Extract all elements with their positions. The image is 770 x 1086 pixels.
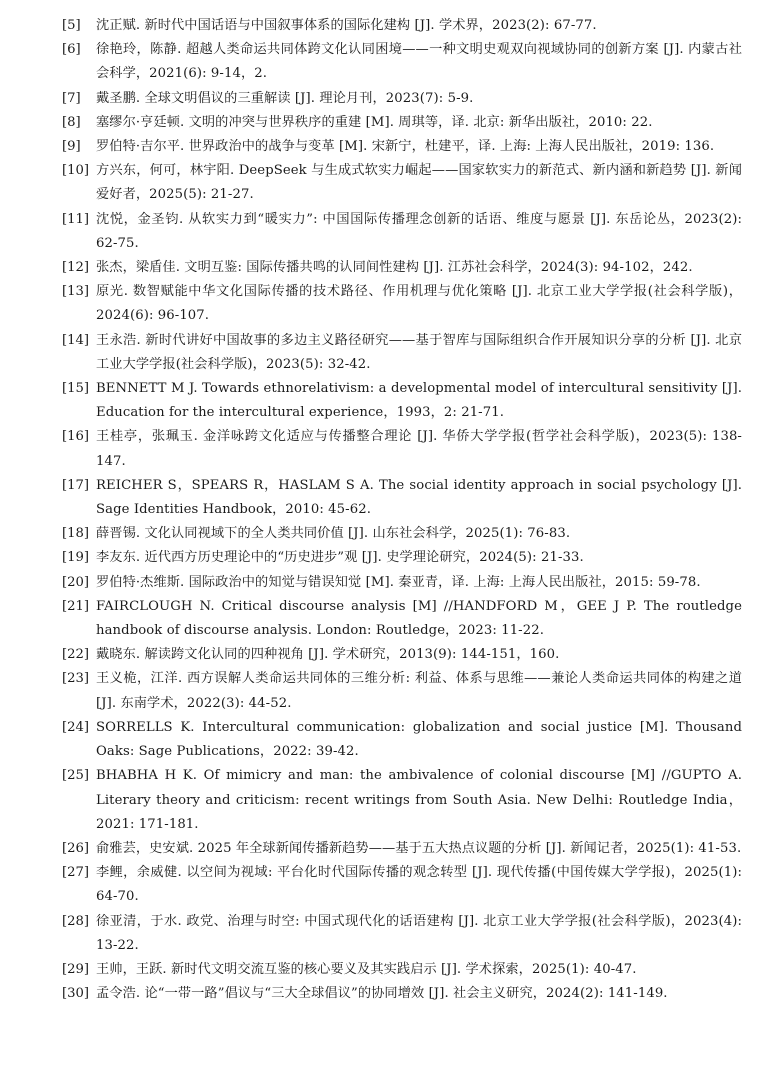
reference-item — [0, 425, 770, 473]
reference-text: SORRELLS K. Intercultural communication: globalization and social justice [M]. Thousand Oaks: Sage Publications，2022: 39-42. — [96, 719, 742, 760]
reference-text: 塞缪尔·亨廷顿. 文明的冲突与世界秩序的重建 [M]. 周琪等，译. 北京: 新华出版社，2010: 22. — [96, 114, 653, 130]
reference-number: [14] — [62, 332, 90, 348]
reference-number: [27] — [62, 865, 90, 881]
reference-item — [0, 329, 770, 377]
reference-number: [5] — [62, 18, 81, 33]
reference-item — [0, 208, 770, 256]
reference-number: [25] — [62, 768, 90, 784]
reference-text: 王桂亭，张珮玉. 金洋咏跨文化适应与传播整合理论 [J]. 华侨大学学报(哲学社会科学版)，2023(5): 138-147. — [96, 429, 742, 469]
reference-number: [28] — [62, 913, 90, 929]
reference-item — [0, 111, 770, 135]
reference-number: [13] — [62, 284, 90, 300]
reference-text: 方兴东，何可，林宇阳. DeepSeek 与生成式软实力崛起——国家软实力的新范式、新内涵和新趋势 [J]. 新闻爱好者，2025(5): 21-27. — [96, 163, 742, 203]
reference-item — [0, 256, 770, 280]
reference-text: REICHER S，SPEARS R，HASLAM S A. The social identity approach in social psychology [J]. Sage Identities Handbook，2010: 45-62. — [96, 477, 742, 518]
reference-number: [19] — [62, 550, 90, 566]
reference-number: [8] — [62, 114, 81, 130]
reference-number: [6] — [62, 42, 81, 58]
reference-number: [30] — [62, 986, 90, 1002]
reference-number: [16] — [62, 429, 90, 445]
reference-text: 罗伯特·吉尔平. 世界政治中的战争与变革 [M]. 宋新宁，杜建平，译. 上海: 上海人民出版社，2019: 136. — [96, 139, 715, 155]
reference-text: 薛晋锡. 文化认同视域下的全人类共同价值 [J]. 山东社会科学，2025(1): 76-83. — [96, 526, 571, 542]
reference-item — [0, 595, 770, 643]
reference-text: 孟令浩. 论“一带一路”倡议与“三大全球倡议”的协同增效 [J]. 社会主义研究，2024(2): 141-149. — [96, 986, 668, 1002]
reference-text: 李鲤，余威健. 以空间为视域: 平台化时代国际传播的观念转型 [J]. 现代传播(中国传媒大学学报)，2025(1): 64-70. — [96, 865, 742, 905]
reference-number: [26] — [62, 840, 90, 856]
reference-number: [17] — [62, 477, 90, 493]
reference-text: 张杰，梁盾佳. 文明互鉴: 国际传播共鸣的认同间性建构 [J]. 江苏社会科学，2024(3): 94-102，242. — [96, 260, 693, 276]
reference-text: 徐亚清，于水. 政党、治理与时空: 中国式现代化的话语建构 [J]. 北京工业大学学报(社会科学版)，2023(4): 13-22. — [96, 913, 742, 953]
reference-number: [10] — [62, 163, 90, 179]
reference-number: [24] — [62, 719, 90, 735]
reference-item — [0, 377, 770, 425]
reference-item — [0, 861, 770, 909]
reference-text: 徐艳玲，陈静. 超越人类命运共同体跨文化认同困境——一种文明史观双向视域协同的创新方案 [J]. 内蒙古社会科学，2021(6): 9-14，2. — [96, 42, 742, 82]
reference-text: 王帅，王跃. 新时代文明交流互鉴的核心要义及其实践启示 [J]. 学术探索，2025(1): 40-47. — [96, 961, 637, 977]
reference-text: 王永浩. 新时代讲好中国故事的多边主义路径研究——基于智库与国际组织合作开展知识分享的分析 [J]. 北京工业大学学报(社会科学版)，2023(5): 32-42. — [96, 332, 742, 372]
reference-item — [0, 159, 770, 207]
reference-text: 李友东. 近代西方历史理论中的“历史进步”观 [J]. 史学理论研究，2024(5): 21-33. — [96, 550, 584, 566]
reference-item — [0, 571, 770, 595]
reference-number: [11] — [62, 211, 90, 227]
reference-number: [23] — [62, 671, 90, 687]
reference-item — [0, 522, 770, 546]
reference-text: FAIRCLOUGH N. Critical discourse analysis [M] //HANDFORD M，GEE J P. The routledge handbook of discourse analysis. London: Routledge，2023: 11-22. — [96, 598, 742, 639]
reference-text: BHABHA H K. Of mimicry and man: the ambivalence of colonial discourse [M] //GUPTO A. Literary theory and criticism: recent writings from South Asia. New Delhi: Routledge India，2021: 171-181. — [96, 768, 742, 832]
reference-item — [0, 716, 770, 764]
reference-text: 原光. 数智赋能中华文化国际传播的技术路径、作用机理与优化策略 [J]. 北京工业大学学报(社会科学版)，2024(6): 96-107. — [96, 284, 742, 324]
reference-number: [21] — [62, 598, 90, 614]
reference-number: [18] — [62, 526, 90, 542]
reference-text: 王义桅，江洋. 西方误解人类命运共同体的三维分析: 利益、体系与思维——兼论人类命运共同体的构建之道 [J]. 东南学术，2022(3): 44-52. — [96, 671, 742, 711]
reference-item — [0, 667, 770, 715]
reference-text: 罗伯特·杰维斯. 国际政治中的知觉与错误知觉 [M]. 秦亚青，译. 上海: 上海人民出版社，2015: 59-78. — [96, 574, 701, 590]
reference-item — [0, 643, 770, 667]
reference-number: [7] — [62, 90, 81, 106]
reference-item — [0, 764, 770, 837]
reference-item — [0, 910, 770, 958]
reference-text: BENNETT M J. Towards ethnorelativism: a developmental model of intercultural sensitivity [J]. Education for the intercultural experience，1993，2: 21-71. — [96, 381, 742, 421]
reference-item — [0, 38, 770, 86]
reference-text: 戴圣鹏. 全球文明倡议的三重解读 [J]. 理论月刊，2023(7): 5-9. — [96, 90, 474, 106]
reference-item — [0, 87, 770, 111]
reference-text: 沈悦，金圣钧. 从软实力到“暖实力”: 中国国际传播理念创新的话语、维度与愿景 [J]. 东岳论丛，2023(2): 62-75. — [96, 211, 742, 251]
reference-number: [9] — [62, 139, 81, 155]
reference-number: [15] — [62, 381, 90, 397]
reference-text: 沈正赋. 新时代中国话语与中国叙事体系的国际化建构 [J]. 学术界，2023(2): 67-77. — [96, 18, 597, 33]
reference-item — [0, 135, 770, 159]
reference-number: [12] — [62, 260, 90, 276]
reference-item — [0, 958, 770, 982]
reference-item — [0, 546, 770, 570]
reference-item — [0, 982, 770, 1006]
reference-item — [0, 14, 770, 38]
reference-item — [0, 280, 770, 328]
reference-item — [0, 837, 770, 861]
reference-number: [20] — [62, 574, 90, 590]
reference-item — [0, 474, 770, 522]
reference-number: [29] — [62, 961, 90, 977]
reference-text: 俞雅芸，史安斌. 2025 年全球新闻传播新趋势——基于五大热点议题的分析 [J]. 新闻记者，2025(1): 41-53. — [96, 840, 742, 856]
reference-number: [22] — [62, 647, 90, 663]
reference-text: 戴晓东. 解读跨文化认同的四种视角 [J]. 学术研究，2013(9): 144-151，160. — [96, 647, 560, 663]
reference-list — [0, 14, 770, 1006]
